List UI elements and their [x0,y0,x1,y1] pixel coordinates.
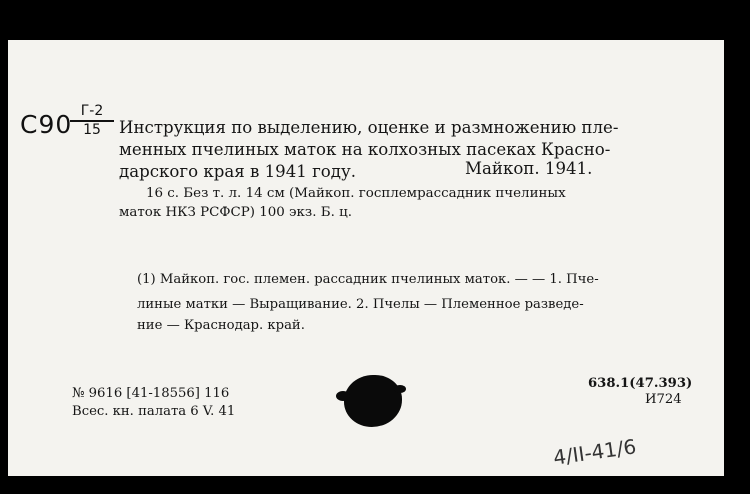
call-number: С90 [20,110,73,139]
title-line: Инструкция по выделению, оценке и размножению пле- [119,118,619,137]
shelf-fraction-top: Г-2 [70,104,114,122]
ink-stamp [344,375,402,427]
classification-code: 638.1(47.393) [588,376,693,391]
registration-line: № 9616 [41-18556] 116 [72,386,230,401]
subject-line: (1) Майкоп. гос. племен. рассадник пчелиных маток. — — 1. Пче- [137,272,599,287]
subject-line: ние — Краснодар. край. [137,318,305,333]
handwritten-note: 4/II-41/6 [551,434,638,470]
imprint: Майкоп. 1941. [465,159,593,178]
shelf-fraction [70,104,114,138]
title-line: дарского края в 1941 году. [119,162,357,181]
registration-line: Всес. кн. палата 6 V. 41 [72,404,236,419]
shelf-fraction-bottom: 15 [83,122,101,138]
title-line: менных пчелиных маток на колхозных пасеках Красно- [119,140,611,159]
description-line: маток НКЗ РСФСР) 100 экз. Б. ц. [119,205,352,220]
author-mark: И724 [645,392,682,407]
subject-line: линые матки — Выращивание. 2. Пчелы — Племенное разведе- [137,297,584,312]
description-line: 16 с. Без т. л. 14 см (Майкоп. госплемрассадник пчелиных [146,186,566,201]
catalog-card [8,40,724,476]
